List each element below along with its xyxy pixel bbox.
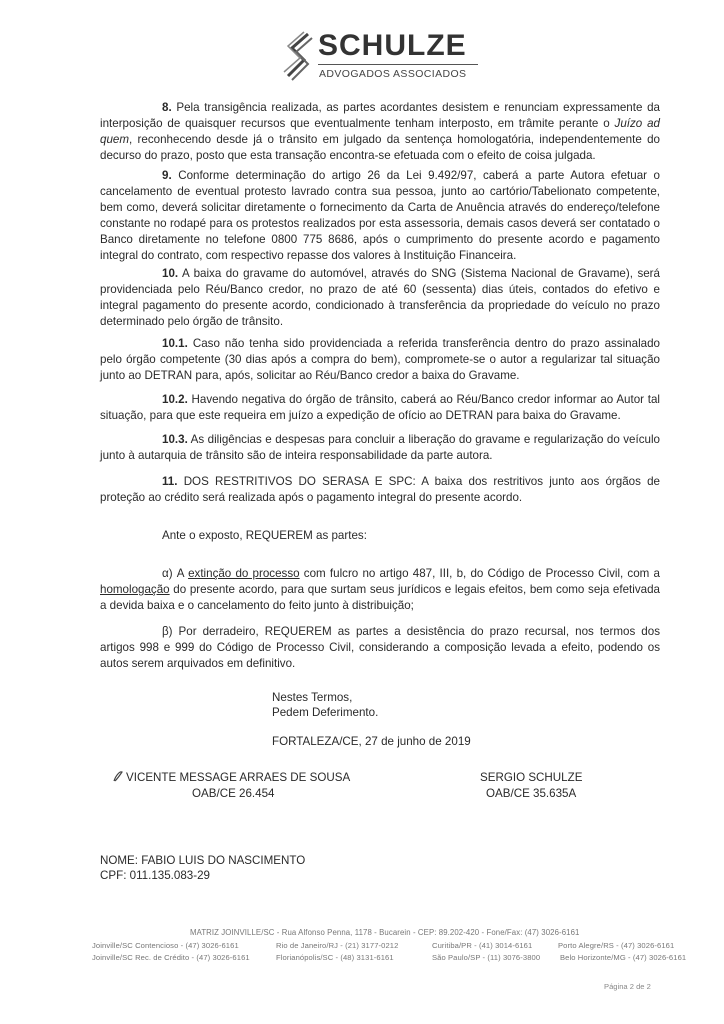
clause-text: Caso não tenha sido providenciada a referida transferência dentro do prazo assinalado pelo órgão competente (30 dias após a compra do bem), compromete-se o autor a regularizar tal situação junto ao DETRAN para, após, solicitar ao Réu/Banco credor a baixa do Gravame. xyxy=(100,337,660,382)
clause-11 xyxy=(100,474,660,506)
alpha-text-3: do presente acordo, para que surtam seus jurídicos e legais efeitos, bem como seja efetivada a devida baixa e o cancelamento do feito junto à distribuição; xyxy=(100,583,660,612)
page-number: Página 2 de 2 xyxy=(604,982,651,991)
clause-number: 9. xyxy=(162,169,172,182)
footer-office-joinville-contencioso: Joinville/SC Contencioso - (47) 3026-6161 xyxy=(92,941,239,950)
party-name: NOME: FABIO LUIS DO NASCIMENTO xyxy=(100,854,306,867)
clause-10-1 xyxy=(100,336,660,384)
alpha-marker: α) xyxy=(162,567,173,580)
signature-right-name: SERGIO SCHULZE xyxy=(480,771,583,784)
clause-text: Pela transigência realizada, as partes acordantes desistem e renunciam expressamente da interposição de quaisquer recursos que eventualmente tenham interposto, em trâmite perante o xyxy=(100,101,660,130)
place-date: FORTALEZA/CE, 27 de junho de 2019 xyxy=(272,735,471,748)
firm-logo xyxy=(282,28,482,84)
clause-number: 10.1. xyxy=(162,337,188,350)
clause-number: 8. xyxy=(162,101,172,114)
alpha-text-2: com fulcro no artigo 487, III, b, do Código de Processo Civil, com a xyxy=(299,567,660,580)
clause-10-3 xyxy=(100,432,660,464)
clause-text: As diligências e despesas para concluir a liberação do gravame e regularização do veículo junto à autarquia de trânsito são de inteira responsabilidade da parte autora. xyxy=(100,433,660,462)
logo-rule xyxy=(318,64,478,65)
clause-text: DOS RESTRITIVOS DO SERASA E SPC: A baixa dos restritivos junto aos órgãos de proteção ao crédito será realizada após o pagamento integral do presente acordo. xyxy=(100,475,660,504)
clause-number: 11. xyxy=(162,475,178,488)
footer-office-rio: Rio de Janeiro/RJ - (21) 3177-0212 xyxy=(276,941,399,950)
party-cpf: CPF: 011.135.083-29 xyxy=(100,869,210,882)
clause-text: Conforme determinação do artigo 26 da Lei 9.492/97, caberá a parte Autora efetuar o cancelamento de eventual protesto lavrado contra sua pessoa, junto ao cartório/Tabelionato competente, bem como, deverá solicitar diretamente o fornecimento da Carta de Anuência através do endereço/telefone constante no rodapé para os protestos realizados por esta assessoria, demais casos deverá ser contatado o Banco diretamente no telefone 0800 775 8686, após o cumprimento do presente acordo e pagamento integral do contrato, com respectivo repasse dos valores à Instituição Financeira. xyxy=(100,169,660,262)
logo-name: SCHULZE xyxy=(318,29,467,62)
schulze-s-mark-icon xyxy=(282,30,316,82)
footer-office-sao-paulo: São Paulo/SP - (11) 3076-3800 xyxy=(432,953,541,962)
alpha-underline-1: extinção do processo xyxy=(188,567,300,580)
beta-text: Por derradeiro, REQUEREM as partes a desistência do prazo recursal, nos termos dos artigos 998 e 999 do Código de Processo Civil, considerando a composição levada a efeito, podendo os autos serem arquivados em definitivo. xyxy=(100,625,660,670)
signature-left-name: VICENTE MESSAGE ARRAES DE SOUSA xyxy=(126,771,351,784)
clause-9 xyxy=(100,168,660,264)
footer-office-joinville-credito: Joinville/SC Rec. de Crédito - (47) 3026-6161 xyxy=(92,953,250,962)
footer-main-office: MATRIZ JOINVILLE/SC - Rua Alfonso Penna, 1178 - Bucarein - CEP: 89.202-420 - Fone/Fax: (47) 3026-6161 xyxy=(190,928,580,937)
closing-line-2: Pedem Deferimento. xyxy=(272,706,379,719)
clause-10 xyxy=(100,266,660,330)
footer-office-curitiba: Curitiba/PR - (41) 3014-6161 xyxy=(432,941,533,950)
clause-10-2 xyxy=(100,392,660,424)
logo-subtitle: ADVOGADOS ASSOCIADOS xyxy=(319,68,467,80)
beta-marker: β) xyxy=(162,625,173,638)
alpha-text: A xyxy=(172,567,189,580)
clause-text: A baixa do gravame do automóvel, através do SNG (Sistema Nacional de Gravame), será providenciada pelo Réu/Banco credor, no prazo de até 60 (sessenta) dias úteis, contados do efetivo e integral pagamento do presente acordo, condicionado à transferência da propriedade do veículo no prazo determinado pelo órgão de trânsito. xyxy=(100,267,660,328)
clause-text: Havendo negativa do órgão de trânsito, caberá ao Réu/Banco credor informar ao Autor tal situação, para que este requeira em juízo a expedição de ofício ao DETRAN para baixa do Gravame. xyxy=(100,393,660,422)
clause-number: 10.3. xyxy=(162,433,188,446)
clause-8 xyxy=(100,100,660,164)
closing-line-1: Nestes Termos, xyxy=(272,691,353,704)
signature-right-oab: OAB/CE 35.635A xyxy=(486,787,577,800)
clause-number: 10.2. xyxy=(162,393,188,406)
request-alpha xyxy=(100,566,660,614)
footer-office-belo-horizonte: Belo Horizonte/MG - (47) 3026-6161 xyxy=(560,953,687,962)
footer-office-porto-alegre: Porto Alegre/RS - (47) 3026-6161 xyxy=(558,941,675,950)
alpha-underline-2: homologação xyxy=(100,583,170,596)
clause-number: 10. xyxy=(162,267,179,280)
request-beta xyxy=(100,624,660,672)
clause-italic: Juízo ad quem xyxy=(100,117,660,146)
clause-text-cont: , reconhecendo desde já o trânsito em julgado da sentença homologatória, independentemente do decurso do prazo, posto que esta transação encontra-se efetuada com o efeito de coisa julgada. xyxy=(100,133,660,162)
signature-mark-icon xyxy=(112,769,124,783)
signature-left-oab: OAB/CE 26.454 xyxy=(192,787,275,800)
footer-office-florianopolis: Florianópolis/SC - (48) 3131-6161 xyxy=(276,953,394,962)
request-intro: Ante o exposto, REQUEREM as partes: xyxy=(162,529,367,542)
